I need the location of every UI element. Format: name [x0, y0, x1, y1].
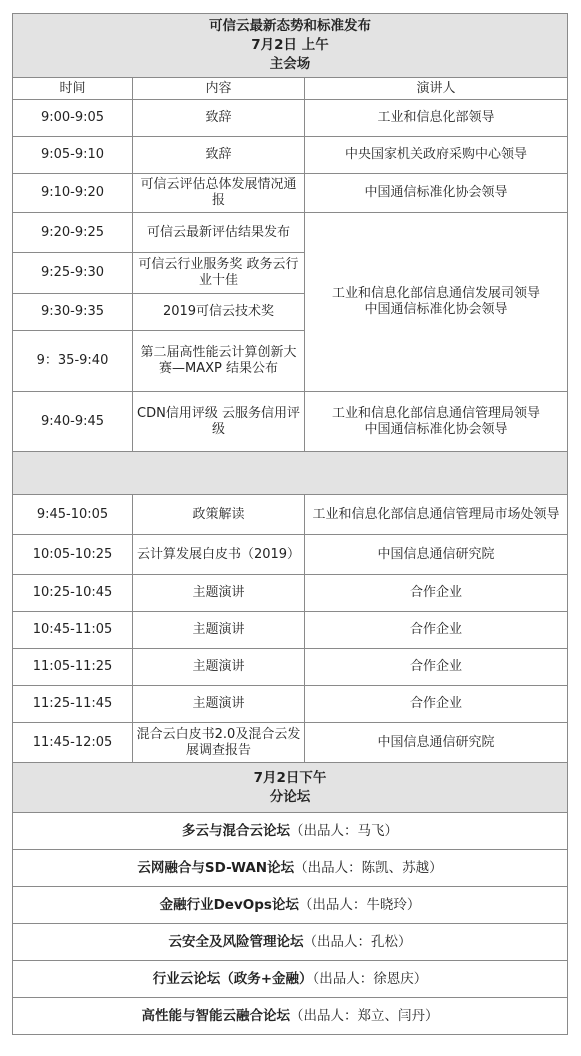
column-header-time: 时间: [13, 78, 133, 100]
table-row: [13, 392, 568, 452]
forum-name: 云安全及风险管理论坛: [168, 934, 304, 950]
forum-producer: （出品人：徐恩庆）: [312, 971, 428, 987]
table-row: [13, 723, 568, 763]
time-cell: 11:45-12:05: [13, 723, 133, 763]
forum-row: [13, 998, 568, 1035]
content-cell: 主题演讲: [133, 575, 305, 612]
speaker-cell: 中国信息通信研究院: [305, 535, 568, 575]
speaker-cell: 合作企业: [305, 575, 568, 612]
forum-producer: （出品人：郑立、闫丹）: [290, 1008, 439, 1024]
afternoon-header-date: 7月2日下午: [253, 769, 327, 786]
speaker-cell: 合作企业: [305, 649, 568, 686]
content-cell: 主题演讲: [133, 612, 305, 649]
column-header-content: 内容: [133, 78, 305, 100]
afternoon-session-header: [13, 763, 568, 813]
speaker-cell: [305, 392, 568, 452]
table-row: [13, 495, 568, 535]
speaker-cell: 中央国家机关政府采购中心领导: [305, 137, 568, 174]
forum-row: [13, 850, 568, 887]
forum-row: [13, 887, 568, 924]
time-cell: 10:25-10:45: [13, 575, 133, 612]
main-header-venue: 主会场: [269, 56, 311, 72]
afternoon-header-label: 分论坛: [269, 788, 311, 805]
content-cell: 混合云白皮书2.0及混合云发展调查报告: [133, 723, 305, 763]
speaker-line: 工业和信息化部信息通信管理局领导: [332, 405, 541, 421]
table-row: [13, 649, 568, 686]
content-cell: 2019可信云技术奖: [133, 294, 305, 331]
content-cell: 主题演讲: [133, 649, 305, 686]
forum-row: [13, 961, 568, 998]
speaker-cell: 中国通信标准化协会领导: [305, 174, 568, 213]
section-divider: [13, 452, 568, 495]
content-cell: 致辞: [133, 137, 305, 174]
time-cell: 9：35-9:40: [13, 331, 133, 392]
content-cell: 主题演讲: [133, 686, 305, 723]
forum-name: 云网融合与SD-WAN论坛: [137, 860, 295, 876]
forum-producer: （出品人：陈凯、苏越）: [294, 860, 443, 876]
table-row: [13, 174, 568, 213]
schedule-table: [12, 13, 568, 1035]
content-cell: 可信云行业服务奖 政务云行业十佳: [133, 253, 305, 294]
time-cell: 11:05-11:25: [13, 649, 133, 686]
time-cell: 10:45-11:05: [13, 612, 133, 649]
main-session-header: [13, 14, 568, 78]
main-header-title: 可信云最新态势和标准发布: [209, 18, 371, 34]
time-cell: 9:45-10:05: [13, 495, 133, 535]
forum-producer: （出品人：牛晓玲）: [298, 897, 421, 913]
speaker-cell: 工业和信息化部领导: [305, 100, 568, 137]
content-cell: 致辞: [133, 100, 305, 137]
column-header-speaker: 演讲人: [305, 78, 568, 100]
time-cell: 9:10-9:20: [13, 174, 133, 213]
forum-name: 高性能与智能云融合论坛: [141, 1008, 290, 1024]
forum-row: [13, 924, 568, 961]
forum-row: [13, 813, 568, 850]
speaker-line: 中国通信标准化协会领导: [364, 421, 508, 437]
speaker-cell: 合作企业: [305, 686, 568, 723]
speaker-cell: 中国信息通信研究院: [305, 723, 568, 763]
time-cell: 10:05-10:25: [13, 535, 133, 575]
table-row: [13, 535, 568, 575]
speaker-line: 中国通信标准化协会领导: [364, 302, 508, 317]
speaker-line: 工业和信息化部信息通信发展司领导: [332, 286, 541, 301]
forum-name: 行业云论坛（政务+金融）: [152, 971, 313, 987]
content-cell: 可信云评估总体发展情况通报: [133, 174, 305, 213]
table-row: [13, 137, 568, 174]
speaker-cell: 合作企业: [305, 612, 568, 649]
content-cell: 云计算发展白皮书（2019）: [133, 535, 305, 575]
merged-speaker-cell: [305, 213, 568, 392]
table-row: [13, 686, 568, 723]
forum-name: 金融行业DevOps论坛: [159, 897, 299, 913]
table-row: [13, 213, 568, 253]
forum-name: 多云与混合云论坛: [182, 823, 290, 839]
table-row: [13, 575, 568, 612]
time-cell: 11:25-11:45: [13, 686, 133, 723]
speaker-cell: 工业和信息化部信息通信管理局市场处领导: [305, 495, 568, 535]
content-cell: CDN信用评级 云服务信用评级: [133, 392, 305, 452]
time-cell: 9:00-9:05: [13, 100, 133, 137]
content-cell: 第二届高性能云计算创新大赛—MAXP 结果公布: [133, 331, 305, 392]
content-cell: 可信云最新评估结果发布: [133, 213, 305, 253]
time-cell: 9:40-9:45: [13, 392, 133, 452]
content-cell: 政策解读: [133, 495, 305, 535]
time-cell: 9:05-9:10: [13, 137, 133, 174]
table-row: [13, 100, 568, 137]
time-cell: 9:20-9:25: [13, 213, 133, 253]
table-row: [13, 612, 568, 649]
time-cell: 9:30-9:35: [13, 294, 133, 331]
time-cell: 9:25-9:30: [13, 253, 133, 294]
forum-producer: （出品人：马飞）: [290, 823, 398, 839]
forum-producer: （出品人：孔松）: [303, 934, 412, 950]
main-header-date: 7月2日 上午: [251, 37, 329, 53]
